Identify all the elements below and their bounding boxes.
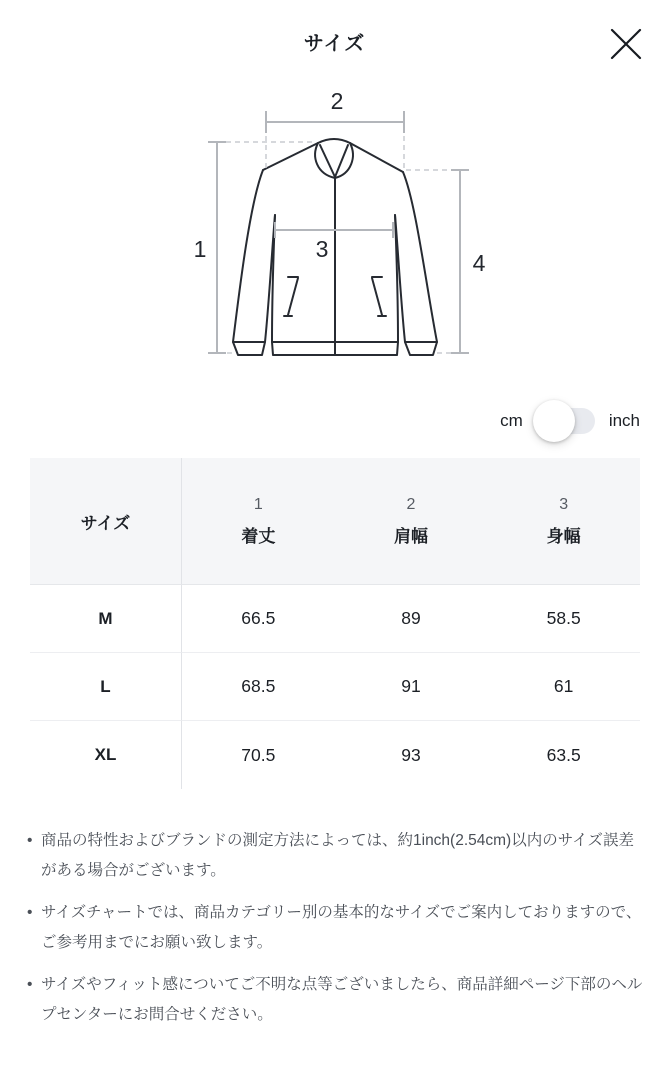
jacket-illustration xyxy=(233,139,437,355)
column-label: 着丈 xyxy=(241,527,276,546)
table-value: 66.5 xyxy=(182,585,335,653)
column-header-3 xyxy=(487,458,640,585)
measure-label-length: 1 xyxy=(193,236,207,262)
measure-label-shoulder: 2 xyxy=(330,88,344,114)
bullet-icon: • xyxy=(27,832,33,849)
unit-toggle xyxy=(500,400,640,442)
column-number: 1 xyxy=(253,496,263,513)
jacket-measurement-diagram xyxy=(140,85,520,375)
column-number: 2 xyxy=(406,496,416,513)
table-value: 61 xyxy=(487,653,640,721)
measure-label-chest: 3 xyxy=(315,236,329,262)
size-row-label: L xyxy=(30,653,182,721)
note-text: サイズチャートでは、商品カテゴリー別の基本的なサイズでご案内しておりますので、ご参考用までにお願い致します。 xyxy=(41,904,642,951)
unit-label-inch: inch xyxy=(608,411,640,430)
table-value: 70.5 xyxy=(241,744,276,765)
page-title: サイズ xyxy=(303,33,366,55)
disclaimer-notes xyxy=(27,826,643,1042)
unit-switch[interactable] xyxy=(537,408,595,434)
note-item xyxy=(27,970,643,1030)
table-value: 58.5 xyxy=(487,585,640,653)
close-icon xyxy=(609,27,643,61)
column-label: 身幅 xyxy=(546,527,581,546)
table-value: 91 xyxy=(335,653,488,721)
size-row-label: M xyxy=(30,585,182,653)
size-row-label: XL xyxy=(30,721,182,789)
measure-label-side: 4 xyxy=(472,250,486,276)
note-text: サイズやフィット感についてご不明な点等ございましたら、商品詳細ページ下部のヘルプセンターにお問合せください。 xyxy=(41,976,643,1023)
unit-switch-knob[interactable] xyxy=(533,400,575,442)
table-value: 93 xyxy=(401,744,421,765)
unit-label-cm: cm xyxy=(500,411,523,430)
column-number: 3 xyxy=(559,496,569,513)
bullet-icon: • xyxy=(27,904,33,921)
column-label: 肩幅 xyxy=(393,527,428,546)
table-value: 89 xyxy=(335,585,488,653)
close-button[interactable] xyxy=(607,25,645,63)
size-table xyxy=(30,458,640,789)
note-text: 商品の特性およびブランドの測定方法によっては、約1inch(2.54cm)以内のサイズ誤差がある場合がございます。 xyxy=(41,832,634,879)
table-value: 68.5 xyxy=(182,653,335,721)
column-header-1 xyxy=(182,458,335,585)
column-header-2 xyxy=(335,458,488,585)
measure-lines xyxy=(208,111,469,353)
note-item xyxy=(27,898,643,958)
table-value: 63.5 xyxy=(546,744,581,765)
note-item xyxy=(27,826,643,886)
bullet-icon: • xyxy=(27,976,33,993)
table-corner-header: サイズ xyxy=(30,458,182,585)
